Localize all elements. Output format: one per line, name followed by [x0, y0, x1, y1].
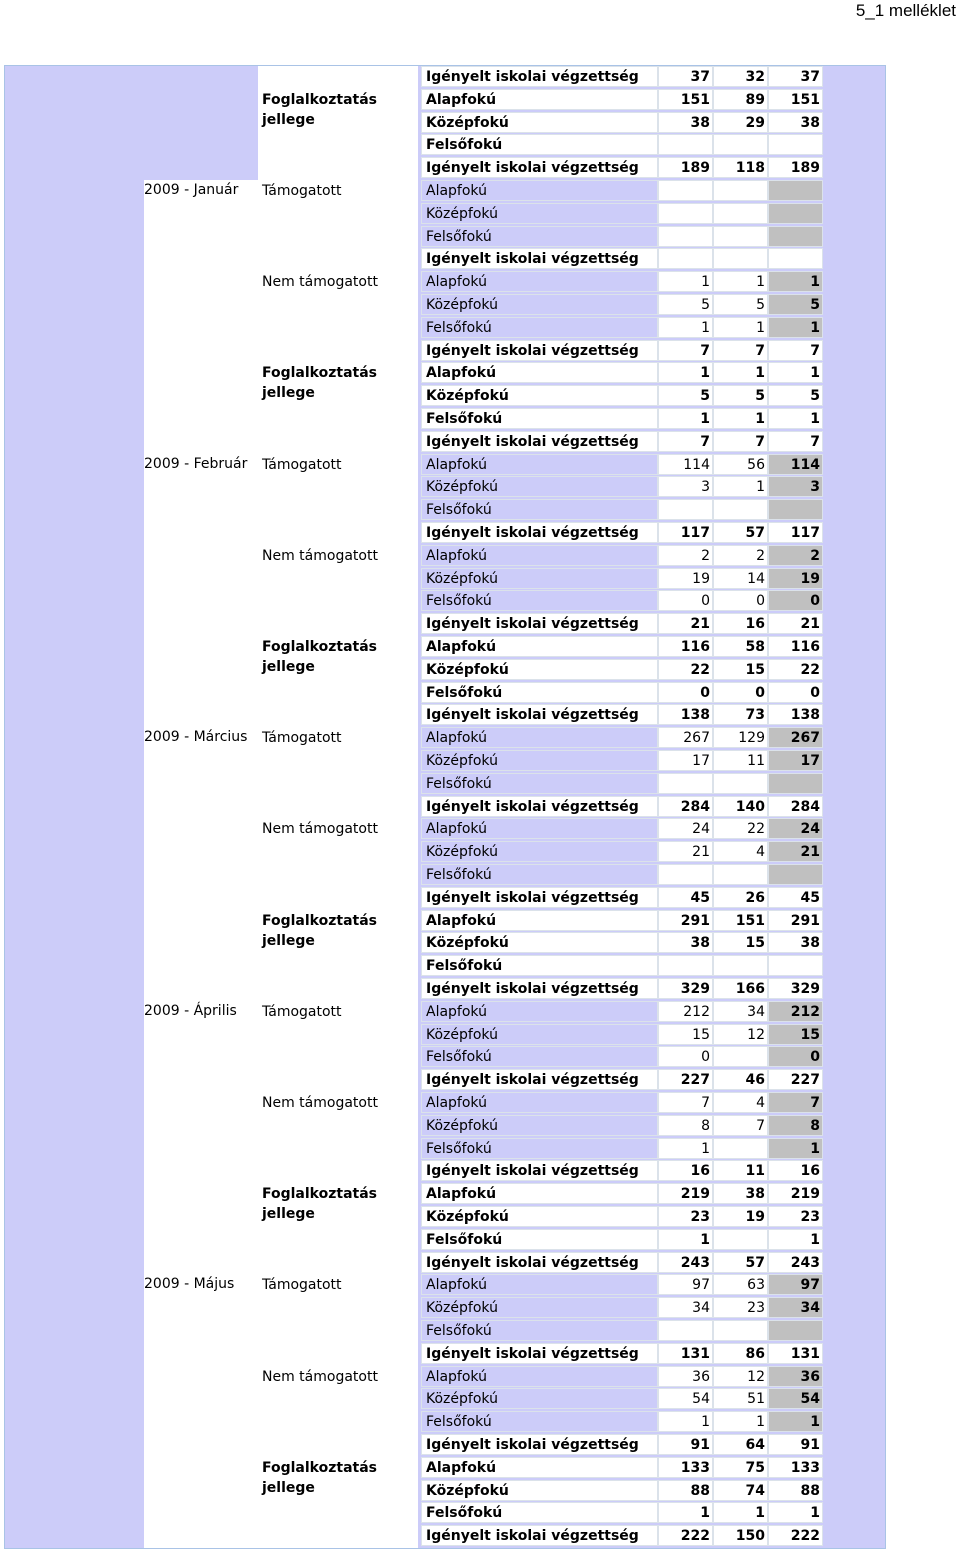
total-cell: 88 — [768, 1480, 823, 1501]
value-cell: 73 — [713, 704, 768, 725]
total-cell: 219 — [768, 1183, 823, 1204]
total-cell: 1 — [768, 271, 823, 292]
value-cell: 11 — [713, 750, 768, 771]
value-cell: 75 — [713, 1457, 768, 1478]
month-background — [144, 727, 418, 1001]
value-cell — [713, 1138, 768, 1159]
row-label: Igényelt iskolai végzettség — [421, 978, 658, 999]
row-label: Igényelt iskolai végzettség — [421, 431, 658, 452]
value-cell: 1 — [658, 1138, 713, 1159]
value-cell: 1 — [658, 1502, 713, 1523]
value-cell: 4 — [713, 1092, 768, 1113]
value-cell: 22 — [658, 659, 713, 680]
value-cell: 284 — [658, 796, 713, 817]
value-cell: 14 — [713, 568, 768, 589]
total-cell: 45 — [768, 887, 823, 908]
value-cell — [713, 955, 768, 976]
value-cell: 0 — [713, 590, 768, 611]
row-label: Felsőfokú — [421, 408, 658, 429]
total-cell: 5 — [768, 385, 823, 406]
total-cell: 7 — [768, 431, 823, 452]
value-cell: 2 — [713, 545, 768, 566]
value-cell: 1 — [713, 1502, 768, 1523]
row-label: Igényelt iskolai végzettség — [421, 522, 658, 543]
row-label: Igényelt iskolai végzettség — [421, 66, 658, 87]
group-label: Támogatott — [262, 456, 342, 473]
group-label: Nem támogatott — [262, 821, 378, 838]
value-cell: 212 — [658, 1001, 713, 1022]
total-cell: 1 — [768, 317, 823, 338]
value-cell: 7 — [658, 431, 713, 452]
total-cell — [768, 134, 823, 155]
value-cell: 150 — [713, 1525, 768, 1546]
total-cell: 22 — [768, 659, 823, 680]
value-cell: 12 — [713, 1024, 768, 1045]
month-label: 2009 - Január — [144, 182, 239, 198]
group-label: Támogatott — [262, 730, 342, 747]
value-cell: 291 — [658, 910, 713, 931]
row-label: Felsőfokú — [421, 134, 658, 155]
total-cell — [768, 773, 823, 794]
row-label: Igényelt iskolai végzettség — [421, 340, 658, 361]
value-cell — [658, 226, 713, 247]
row-label: Igényelt iskolai végzettség — [421, 1343, 658, 1364]
value-cell: 97 — [658, 1274, 713, 1295]
group-label: Támogatott — [262, 1003, 342, 1020]
row-label: Felsőfokú — [421, 499, 658, 520]
row-label: Középfokú — [421, 1388, 658, 1409]
total-cell: 38 — [768, 932, 823, 953]
value-cell: 5 — [658, 294, 713, 315]
row-label: Alapfokú — [421, 818, 658, 839]
row-label: Igényelt iskolai végzettség — [421, 157, 658, 178]
value-cell — [713, 248, 768, 269]
value-cell: 1 — [658, 362, 713, 383]
total-cell: 3 — [768, 476, 823, 497]
row-label: Felsőfokú — [421, 1411, 658, 1432]
row-label: Középfokú — [421, 750, 658, 771]
row-label: Igényelt iskolai végzettség — [421, 1434, 658, 1455]
month-label: 2009 - Május — [144, 1276, 235, 1293]
total-cell: 21 — [768, 841, 823, 862]
row-label: Középfokú — [421, 659, 658, 680]
value-cell: 1 — [713, 476, 768, 497]
group-label: Nem támogatott — [262, 1368, 378, 1385]
row-label: Igényelt iskolai végzettség — [421, 887, 658, 908]
total-cell: 0 — [768, 1046, 823, 1067]
group-label: Nem támogatott — [262, 1095, 378, 1111]
value-cell: 64 — [713, 1434, 768, 1455]
value-cell: 3 — [658, 476, 713, 497]
value-cell: 0 — [713, 682, 768, 703]
total-cell: 284 — [768, 796, 823, 817]
value-cell: 56 — [713, 454, 768, 475]
row-label: Alapfokú — [421, 1274, 658, 1295]
row-label: Alapfokú — [421, 910, 658, 931]
value-cell: 29 — [713, 112, 768, 133]
total-cell: 151 — [768, 89, 823, 110]
total-cell: 5 — [768, 294, 823, 315]
row-label: Alapfokú — [421, 271, 658, 292]
value-cell: 15 — [713, 659, 768, 680]
row-label: Felsőfokú — [421, 226, 658, 247]
value-cell — [713, 1320, 768, 1341]
value-cell: 118 — [713, 157, 768, 178]
value-cell: 54 — [658, 1388, 713, 1409]
total-cell: 7 — [768, 1092, 823, 1113]
row-label: Középfokú — [421, 841, 658, 862]
row-label: Felsőfokú — [421, 955, 658, 976]
value-cell: 89 — [713, 89, 768, 110]
value-cell: 7 — [658, 1092, 713, 1113]
total-cell: 37 — [768, 66, 823, 87]
total-cell: 0 — [768, 682, 823, 703]
value-cell: 38 — [658, 112, 713, 133]
group-label: Foglalkoztatás jellege — [262, 639, 377, 675]
group-label: Foglalkoztatás jellege — [262, 1186, 377, 1223]
total-cell: 222 — [768, 1525, 823, 1546]
value-cell: 129 — [713, 727, 768, 748]
value-cell: 7 — [713, 431, 768, 452]
total-cell: 1 — [768, 1411, 823, 1432]
total-cell: 1 — [768, 1502, 823, 1523]
value-cell — [713, 203, 768, 224]
group-label: Foglalkoztatás jellege — [262, 365, 377, 402]
row-label: Középfokú — [421, 112, 658, 133]
row-label: Alapfokú — [421, 1183, 658, 1204]
value-cell: 7 — [713, 1115, 768, 1136]
value-cell: 8 — [658, 1115, 713, 1136]
total-cell: 8 — [768, 1115, 823, 1136]
value-cell: 34 — [713, 1001, 768, 1022]
row-label: Alapfokú — [421, 1092, 658, 1113]
group-label: Támogatott — [262, 1277, 342, 1294]
total-cell — [768, 180, 823, 201]
value-cell — [658, 180, 713, 201]
total-cell: 189 — [768, 157, 823, 178]
total-cell: 54 — [768, 1388, 823, 1409]
row-label: Igényelt iskolai végzettség — [421, 1069, 658, 1090]
row-label: Felsőfokú — [421, 317, 658, 338]
value-cell: 267 — [658, 727, 713, 748]
value-cell: 34 — [658, 1297, 713, 1318]
total-cell: 133 — [768, 1457, 823, 1478]
row-label: Középfokú — [421, 1115, 658, 1136]
row-label: Felsőfokú — [421, 682, 658, 703]
total-cell — [768, 248, 823, 269]
row-label: Igényelt iskolai végzettség — [421, 1252, 658, 1273]
group-label: Foglalkoztatás jellege — [262, 91, 377, 128]
row-label: Felsőfokú — [421, 1046, 658, 1067]
value-cell: 36 — [658, 1366, 713, 1387]
value-cell — [713, 499, 768, 520]
month-background — [144, 1274, 418, 1548]
value-cell: 63 — [713, 1274, 768, 1295]
value-cell: 19 — [658, 568, 713, 589]
row-label: Középfokú — [421, 932, 658, 953]
value-cell: 15 — [713, 932, 768, 953]
total-cell: 34 — [768, 1297, 823, 1318]
value-cell: 0 — [658, 590, 713, 611]
value-cell: 1 — [713, 1411, 768, 1432]
total-cell: 1 — [768, 1229, 823, 1250]
row-label: Felsőfokú — [421, 864, 658, 885]
value-cell: 189 — [658, 157, 713, 178]
total-cell: 1 — [768, 408, 823, 429]
value-cell: 2 — [658, 545, 713, 566]
total-cell: 329 — [768, 978, 823, 999]
total-cell: 114 — [768, 454, 823, 475]
row-label: Felsőfokú — [421, 1138, 658, 1159]
row-label: Felsőfokú — [421, 1320, 658, 1341]
value-cell — [713, 864, 768, 885]
row-label: Felsőfokú — [421, 1502, 658, 1523]
value-cell: 51 — [713, 1388, 768, 1409]
total-cell: 138 — [768, 704, 823, 725]
value-cell: 38 — [713, 1183, 768, 1204]
row-label: Igényelt iskolai végzettség — [421, 704, 658, 725]
value-cell: 114 — [658, 454, 713, 475]
value-cell: 0 — [658, 682, 713, 703]
value-cell: 1 — [658, 408, 713, 429]
row-label: Középfokú — [421, 1297, 658, 1318]
value-cell: 91 — [658, 1434, 713, 1455]
row-label: Alapfokú — [421, 1001, 658, 1022]
value-cell: 138 — [658, 704, 713, 725]
value-cell: 23 — [713, 1297, 768, 1318]
row-label: Középfokú — [421, 385, 658, 406]
value-cell: 1 — [713, 408, 768, 429]
row-label: Igényelt iskolai végzettség — [421, 248, 658, 269]
value-cell: 151 — [658, 89, 713, 110]
row-label: Középfokú — [421, 294, 658, 315]
group-label: Foglalkoztatás jellege — [262, 912, 377, 949]
total-cell: 36 — [768, 1366, 823, 1387]
row-label: Igényelt iskolai végzettség — [421, 613, 658, 634]
value-cell: 133 — [658, 1457, 713, 1478]
value-cell: 17 — [658, 750, 713, 771]
value-cell: 15 — [658, 1024, 713, 1045]
value-cell: 7 — [658, 340, 713, 361]
value-cell — [713, 226, 768, 247]
total-cell: 23 — [768, 1206, 823, 1227]
row-label: Alapfokú — [421, 727, 658, 748]
value-cell — [658, 499, 713, 520]
total-cell: 16 — [768, 1160, 823, 1181]
total-cell — [768, 226, 823, 247]
value-cell: 140 — [713, 796, 768, 817]
total-cell: 212 — [768, 1001, 823, 1022]
month-label: 2009 - Február — [144, 455, 248, 472]
value-cell: 57 — [713, 522, 768, 543]
value-cell: 222 — [658, 1525, 713, 1546]
value-cell: 11 — [713, 1160, 768, 1181]
value-cell: 0 — [658, 1046, 713, 1067]
total-cell: 7 — [768, 340, 823, 361]
value-cell: 21 — [658, 841, 713, 862]
row-label: Felsőfokú — [421, 590, 658, 611]
group-label: Támogatott — [262, 183, 342, 199]
value-cell: 151 — [713, 910, 768, 931]
value-cell: 88 — [658, 1480, 713, 1501]
value-cell: 22 — [713, 818, 768, 839]
total-cell: 1 — [768, 362, 823, 383]
value-cell: 131 — [658, 1343, 713, 1364]
value-cell — [658, 1320, 713, 1341]
value-cell: 16 — [658, 1160, 713, 1181]
row-label: Alapfokú — [421, 89, 658, 110]
month-label: 2009 - Április — [144, 1002, 237, 1019]
month-background — [144, 1001, 418, 1275]
row-label: Középfokú — [421, 476, 658, 497]
row-label: Alapfokú — [421, 362, 658, 383]
value-cell: 37 — [658, 66, 713, 87]
value-cell: 23 — [658, 1206, 713, 1227]
value-cell: 1 — [658, 271, 713, 292]
total-cell: 38 — [768, 112, 823, 133]
value-cell — [658, 134, 713, 155]
value-cell: 1 — [658, 1411, 713, 1432]
value-cell: 74 — [713, 1480, 768, 1501]
value-cell: 16 — [713, 613, 768, 634]
value-cell — [713, 1046, 768, 1067]
value-cell: 5 — [713, 294, 768, 315]
value-cell: 1 — [713, 362, 768, 383]
total-cell: 0 — [768, 590, 823, 611]
value-cell: 1 — [658, 1229, 713, 1250]
value-cell: 46 — [713, 1069, 768, 1090]
row-label: Középfokú — [421, 1206, 658, 1227]
month-background — [144, 454, 418, 728]
group-label: Nem támogatott — [262, 274, 378, 291]
row-label: Felsőfokú — [421, 1229, 658, 1250]
value-cell — [658, 955, 713, 976]
month-background — [144, 180, 418, 454]
row-label: Középfokú — [421, 1480, 658, 1501]
value-cell: 58 — [713, 636, 768, 657]
total-cell: 117 — [768, 522, 823, 543]
row-label: Alapfokú — [421, 1366, 658, 1387]
value-cell: 45 — [658, 887, 713, 908]
value-cell: 5 — [658, 385, 713, 406]
value-cell: 21 — [658, 613, 713, 634]
row-label: Középfokú — [421, 203, 658, 224]
value-cell — [658, 773, 713, 794]
value-cell — [658, 864, 713, 885]
total-cell: 91 — [768, 1434, 823, 1455]
value-cell: 116 — [658, 636, 713, 657]
total-cell: 131 — [768, 1343, 823, 1364]
value-cell — [658, 203, 713, 224]
page-label: 5_1 melléklet — [855, 1, 956, 20]
value-cell — [713, 134, 768, 155]
value-cell: 219 — [658, 1183, 713, 1204]
row-label: Felsőfokú — [421, 773, 658, 794]
total-cell — [768, 864, 823, 885]
total-cell — [768, 955, 823, 976]
row-label: Alapfokú — [421, 545, 658, 566]
value-cell: 227 — [658, 1069, 713, 1090]
value-cell: 5 — [713, 385, 768, 406]
total-cell: 116 — [768, 636, 823, 657]
value-cell: 38 — [658, 932, 713, 953]
total-cell: 24 — [768, 818, 823, 839]
value-cell: 1 — [713, 317, 768, 338]
total-cell — [768, 499, 823, 520]
total-cell: 21 — [768, 613, 823, 634]
row-label: Középfokú — [421, 568, 658, 589]
value-cell: 4 — [713, 841, 768, 862]
value-cell: 24 — [658, 818, 713, 839]
value-cell — [713, 1229, 768, 1250]
value-cell: 7 — [713, 340, 768, 361]
value-cell — [713, 180, 768, 201]
value-cell — [658, 248, 713, 269]
total-cell — [768, 1320, 823, 1341]
total-cell: 243 — [768, 1252, 823, 1273]
total-cell: 1 — [768, 1138, 823, 1159]
group-label: Foglalkoztatás jellege — [262, 1459, 377, 1496]
value-cell: 19 — [713, 1206, 768, 1227]
total-cell: 2 — [768, 545, 823, 566]
total-cell: 291 — [768, 910, 823, 931]
value-cell: 12 — [713, 1366, 768, 1387]
total-cell — [768, 203, 823, 224]
value-cell: 1 — [658, 317, 713, 338]
total-cell: 19 — [768, 568, 823, 589]
row-label: Igényelt iskolai végzettség — [421, 1160, 658, 1181]
value-cell: 117 — [658, 522, 713, 543]
value-cell: 32 — [713, 66, 768, 87]
value-cell — [713, 773, 768, 794]
total-cell: 17 — [768, 750, 823, 771]
group-label: Nem támogatott — [262, 547, 378, 564]
month-label: 2009 - Március — [144, 729, 248, 746]
row-label: Középfokú — [421, 1024, 658, 1045]
value-cell: 166 — [713, 978, 768, 999]
value-cell: 329 — [658, 978, 713, 999]
row-label: Igényelt iskolai végzettség — [421, 796, 658, 817]
value-cell: 26 — [713, 887, 768, 908]
row-label: Igényelt iskolai végzettség — [421, 1525, 658, 1546]
total-cell: 227 — [768, 1069, 823, 1090]
total-cell: 15 — [768, 1024, 823, 1045]
value-cell: 57 — [713, 1252, 768, 1273]
total-cell: 97 — [768, 1274, 823, 1295]
row-label: Alapfokú — [421, 454, 658, 475]
row-label: Alapfokú — [421, 636, 658, 657]
row-label: Alapfokú — [421, 1457, 658, 1478]
value-cell: 1 — [713, 271, 768, 292]
value-cell: 86 — [713, 1343, 768, 1364]
total-cell: 267 — [768, 727, 823, 748]
value-cell: 243 — [658, 1252, 713, 1273]
row-label: Alapfokú — [421, 180, 658, 201]
